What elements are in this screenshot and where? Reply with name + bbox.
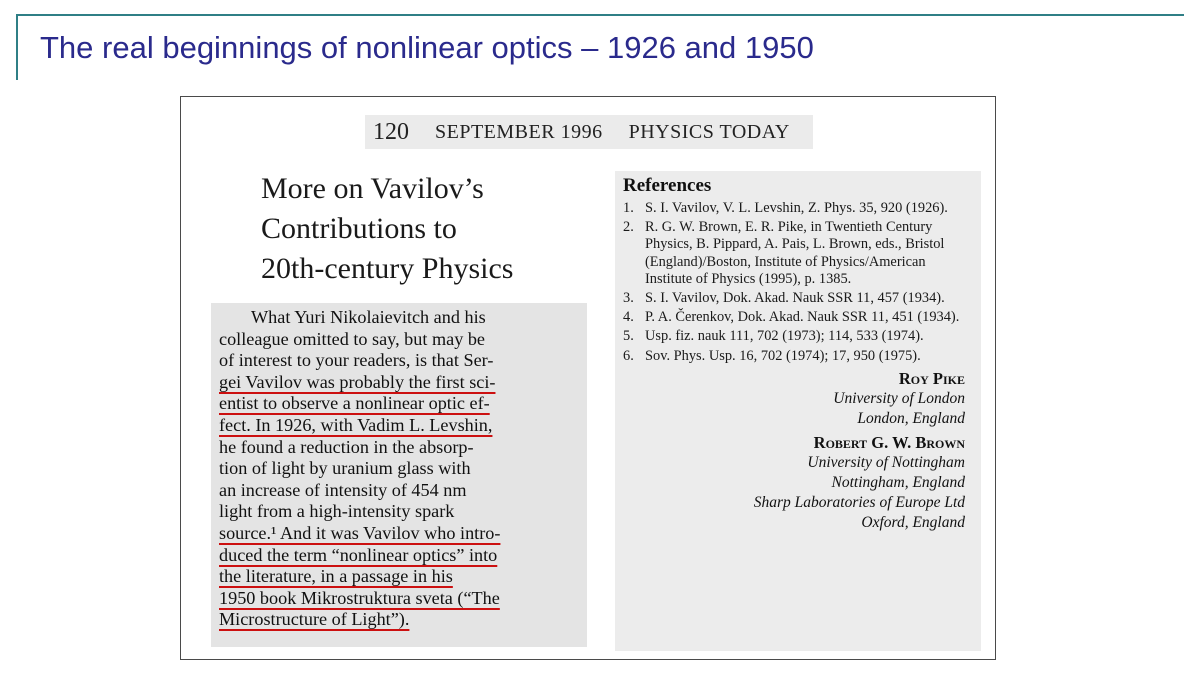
body-line: an increase of intensity of 454 nm <box>219 479 467 500</box>
reference-item <box>623 200 971 217</box>
masthead <box>365 115 813 149</box>
reference-number: 1. <box>623 200 634 216</box>
signature-affiliation: University of Nottingham <box>807 453 965 471</box>
masthead-journal: PHYSICS TODAY <box>628 120 790 143</box>
reference-text: S. I. Vavilov, Dok. Akad. Nauk SSR 11, 457 (1934). <box>645 290 945 307</box>
body-line: gei Vavilov was probably the first sci- <box>219 371 496 392</box>
side-rule <box>16 14 18 80</box>
body-line: source.¹ And it was Vavilov who intro- <box>219 522 501 543</box>
signatures <box>623 369 971 533</box>
reference-text: Usp. fiz. nauk 111, 702 (1973); 114, 533 (1974). <box>645 328 924 345</box>
reference-number: 2. <box>623 219 634 236</box>
headline-line: More on Vavilov’s <box>261 172 484 205</box>
body-line: light from a high-intensity spark <box>219 501 455 522</box>
body-line: entist to observe a nonlinear optic ef- <box>219 393 490 414</box>
reference-text: P. A. Čerenkov, Dok. Akad. Nauk SSR 11, 451 (1934). <box>645 309 960 326</box>
body-line: 1950 book Mikrostruktura sveta (“The <box>219 587 500 608</box>
headline-line: 20th-century Physics <box>261 252 514 285</box>
reference-number: 6. <box>623 347 634 364</box>
reference-item <box>623 348 971 365</box>
signature-affiliation: University of London <box>833 389 965 407</box>
top-rule <box>16 14 1184 16</box>
reference-number: 4. <box>623 309 634 326</box>
body-line: colleague omitted to say, but may be <box>219 328 486 349</box>
signature-name: Robert G. W. Brown <box>813 432 965 452</box>
references-heading: References <box>623 175 712 196</box>
body-line: Microstructure of Light”). <box>219 609 410 630</box>
article-clipping <box>180 96 996 660</box>
reference-text: R. G. W. Brown, E. R. Pike, in Twentieth Century Physics, B. Pippard, A. Pais, L. Brown, eds., Bristol (England)/Boston, Institute of Physics/American Institute of Physics (1995), p. 1385. <box>645 219 945 287</box>
reference-number: 5. <box>623 328 634 345</box>
body-line: tion of light by uranium glass with <box>219 458 471 479</box>
body-line: What Yuri Nikolaievitch and his <box>251 307 486 327</box>
headline-line: Contributions to <box>261 212 457 245</box>
body-line: he found a reduction in the absorp- <box>219 436 474 457</box>
reference-number: 3. <box>623 290 634 307</box>
body-line: duced the term “nonlinear optics” into <box>219 544 498 565</box>
signature-affiliation: Nottingham, England <box>831 473 965 491</box>
masthead-date: SEPTEMBER 1996 <box>435 120 603 143</box>
signature-name: Roy Pike <box>898 368 965 388</box>
reference-item <box>623 328 971 345</box>
body-line: of interest to your readers, is that Ser- <box>219 350 494 371</box>
reference-item <box>623 219 971 288</box>
slide-title: The real beginnings of nonlinear optics – 1926 and 1950 <box>40 30 814 65</box>
masthead-page: 120 <box>373 118 409 145</box>
signature-block <box>623 369 971 429</box>
signature-affiliation: Sharp Laboratories of Europe Ltd <box>753 493 965 511</box>
reference-text: Sov. Phys. Usp. 16, 702 (1974); 17, 950 (1975). <box>645 347 921 364</box>
reference-text: S. I. Vavilov, V. L. Levshin, Z. Phys. 35, 920 (1926). <box>645 200 948 216</box>
body-line: the literature, in a passage in his <box>219 566 453 587</box>
signature-affiliation: Oxford, England <box>861 513 965 531</box>
article-headline <box>261 169 621 289</box>
references-list <box>623 200 971 365</box>
body-line: fect. In 1926, with Vadim L. Levshin, <box>219 414 493 435</box>
signature-block <box>623 433 971 533</box>
signature-affiliation: London, England <box>857 409 965 427</box>
reference-item <box>623 309 971 326</box>
article-body <box>211 303 587 647</box>
reference-item <box>623 290 971 307</box>
references-section <box>615 171 981 651</box>
